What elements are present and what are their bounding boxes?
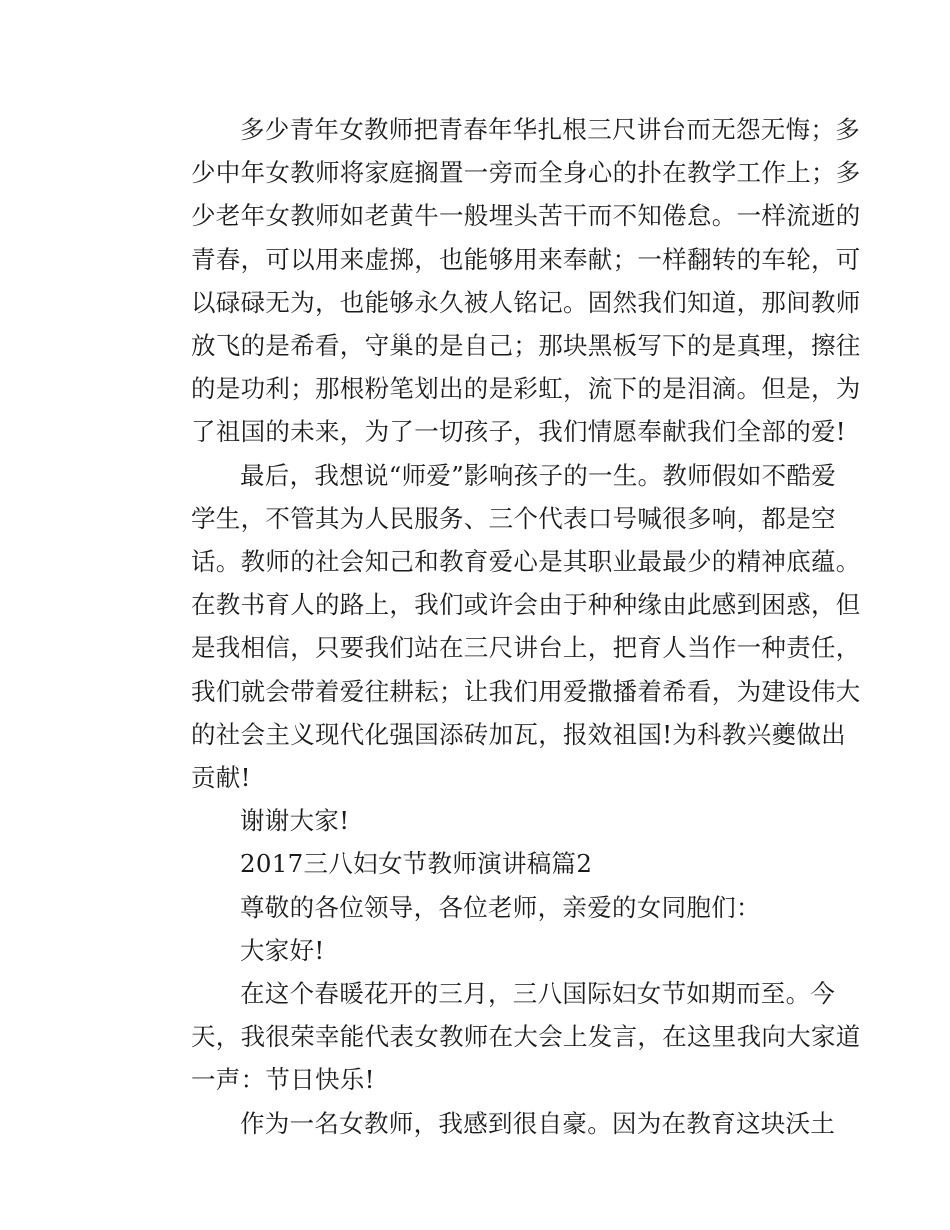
text-line: 了祖国的未来，为了一切孩子，我们情愿奉献我们全部的爱!	[191, 417, 846, 447]
text-line: 尊敬的各位领导，各位老师，亲爱的女同胞们：	[240, 892, 761, 922]
text-line: 大家好!	[240, 935, 325, 965]
document-body	[142, 108, 861, 1145]
text-line: 在教书育人的路上，我们或许会由于种种缘由此感到困惑，但	[191, 590, 861, 620]
text-line: 多少青年女教师把青春年华扎根三尺讲台而无怨无悔；多	[240, 115, 860, 144]
text-line: 贡献!	[191, 763, 251, 793]
text-line: 话。教师的社会知己和教育爱心是其职业最最少的精神底蕴。	[191, 547, 861, 577]
paragraph	[142, 972, 861, 1102]
text-line: 在这个春暖花开的三月，三八国际妇女节如期而至。今	[240, 979, 836, 1009]
text-line: 一声：节日快乐!	[191, 1065, 375, 1095]
text-line: 的社会主义现代化强国添砖加瓦，报效祖国!为科教兴夔做出	[191, 719, 846, 749]
text-line: 作为一名女教师，我感到很自豪。因为在教育这块沃土	[240, 1108, 836, 1138]
paragraph	[142, 108, 861, 454]
paragraph	[142, 454, 861, 800]
text-line: 我们就会带着爱往耕耘；让我们用爱撒播着希看，为建设伟大	[191, 676, 861, 706]
text-line: 谢谢大家!	[240, 806, 350, 836]
text-line: 以碌碌无为，也能够永久被人铭记。固然我们知道，那间教师	[191, 287, 861, 317]
text-line: 的是功利；那根粉笔划出的是彩虹，流下的是泪滴。但是，为	[191, 374, 861, 404]
greeting	[142, 929, 812, 972]
text-line: 少老年女教师如老黄牛一般埋头苦干而不知倦怠。一样流逝的	[191, 201, 861, 231]
text-line: 2017三八妇女节教师演讲稿篇2	[240, 849, 593, 879]
salutation	[142, 886, 812, 929]
text-line: 是我相信，只要我们站在三尺讲台上，把育人当作一种责任，	[191, 633, 861, 663]
text-line: 天，我很荣幸能代表女教师在大会上发言，在这里我向大家道	[191, 1022, 861, 1052]
text-line: 学生，不管其为人民服务、三个代表口号喊很多响，都是空	[191, 503, 836, 533]
section-heading	[142, 842, 812, 885]
text-line: 最后，我想说“师爱”影响孩子的一生。教师假如不酷爱	[240, 460, 837, 490]
text-line: 放飞的是希看，守巢的是自己；那块黑板写下的是真理，擦往	[191, 331, 861, 361]
text-line: 青春，可以用来虚掷，也能够用来奉献；一样翻转的车轮，可	[191, 244, 861, 274]
paragraph	[142, 799, 812, 842]
text-line: 少中年女教师将家庭搁置一旁而全身心的扑在教学工作上；多	[191, 158, 861, 188]
paragraph	[142, 1102, 836, 1145]
